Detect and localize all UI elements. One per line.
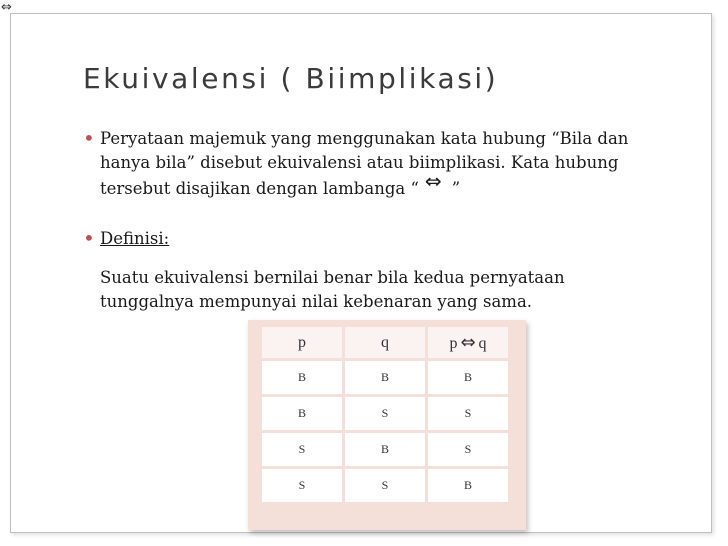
bullet-statement-text: Peryataan majemuk yang menggunakan kata hubung “Bila dan hanya bila” disebut ekuivalensi atau biimplikasi. Kata hubung tersebut disajikan dengan lambanga “ <box>100 129 629 198</box>
header-p: p <box>261 326 344 360</box>
bullet-definition <box>83 227 383 251</box>
table-row <box>261 396 510 432</box>
bullet-statement <box>83 127 653 201</box>
definition-heading: Definisi: <box>100 229 170 248</box>
bullet-statement-suffix: ” <box>451 179 461 198</box>
definition-text: Suatu ekuivalensi bernilai benar bila kedua pernyataan tunggalnya mempunyai nilai kebenaran yang sama. <box>100 268 565 311</box>
header-p-iff-q: p ⇔ q <box>427 326 510 360</box>
cell-p-iff-q: S <box>427 432 510 468</box>
table-row <box>261 432 510 468</box>
double-arrow-icon: ⇔ <box>1 0 12 15</box>
cell-q: B <box>344 360 427 396</box>
bullet-icon: • <box>83 126 95 150</box>
slide-title: Ekuivalensi ( Biimplikasi) <box>83 62 499 95</box>
cell-p: S <box>261 432 344 468</box>
table-row <box>261 360 510 396</box>
header-q: q <box>344 326 427 360</box>
table-row <box>261 468 510 504</box>
cell-q: S <box>344 468 427 504</box>
cell-p-iff-q: B <box>427 360 510 396</box>
cell-q: B <box>344 432 427 468</box>
biconditional-icon: ⇔ <box>460 332 476 353</box>
cell-p-iff-q: S <box>427 396 510 432</box>
bullet-icon: • <box>83 226 95 250</box>
cell-p-iff-q: B <box>427 468 510 504</box>
cell-q: S <box>344 396 427 432</box>
truth-table <box>248 320 526 530</box>
biconditional-symbol: ⇔ <box>424 169 442 193</box>
cell-p: B <box>261 396 344 432</box>
truth-table-grid <box>259 324 511 505</box>
cell-p: B <box>261 360 344 396</box>
cell-p: S <box>261 468 344 504</box>
